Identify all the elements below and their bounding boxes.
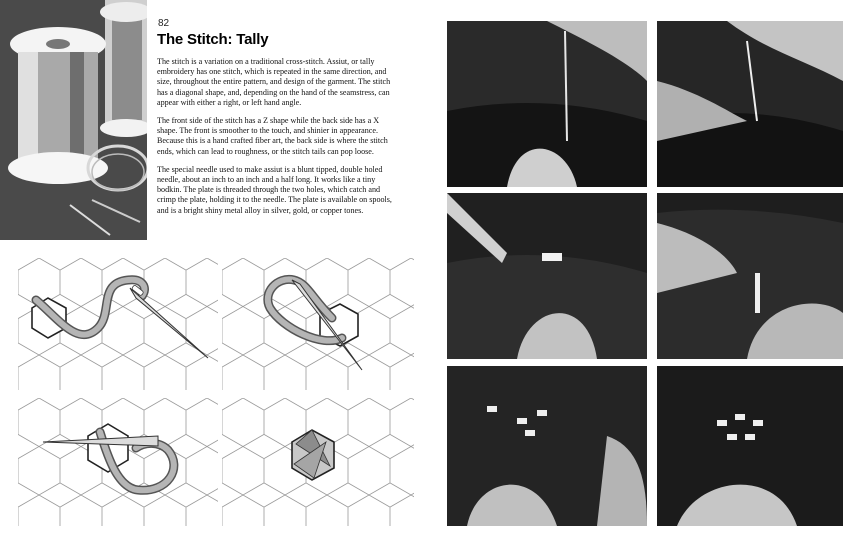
diagram-needle-crossing xyxy=(18,398,218,526)
photo-stitching-3 xyxy=(447,193,647,359)
paragraph-1: The stitch is a variation on a traditional cross-stitch. Assiut, or tally embroidery has one stitch, which is repeated in the same direction, and size, throughout the entire pattern, and design of the garment. The stitch has a diagonal shape, and, depending on the hand of the seamstress, can appear with either a right, or left hand angle. xyxy=(157,57,391,107)
photo-finished-5 xyxy=(447,366,647,526)
spools-photo xyxy=(0,0,147,240)
diagram-finished-stitch xyxy=(222,398,414,526)
photo-stitching-4 xyxy=(657,193,843,359)
diagram-needle-entering xyxy=(18,258,218,390)
page-number: 82 xyxy=(158,18,170,29)
body-text xyxy=(157,57,392,224)
diagram-needle-looping xyxy=(222,258,414,390)
paragraph-3: The special needle used to make assiut is a blunt tipped, double holed needle, about an inch to an inch and a half long. It works like a tiny bodkin. The plate is threaded through the two holes, which catch and crimp the plate, holding it to the needle. The plate is available on spools, and is a bright shiny metal alloy in silver, gold, or copper tones. xyxy=(157,164,392,215)
photo-threading-1 xyxy=(447,21,647,187)
photo-finished-6 xyxy=(657,366,843,526)
photo-threading-2 xyxy=(657,21,843,187)
paragraph-2: The front side of the stitch has a Z shape while the back side has a X shape. The front is smoother to the touch, and shinier in appearance. Because this is a hand crafted fiber art, the back side is where the stitch ends, which can lead to roughness, or the stitch tails can pop loose. xyxy=(157,116,388,156)
page-title: The Stitch: Tally xyxy=(157,31,269,48)
